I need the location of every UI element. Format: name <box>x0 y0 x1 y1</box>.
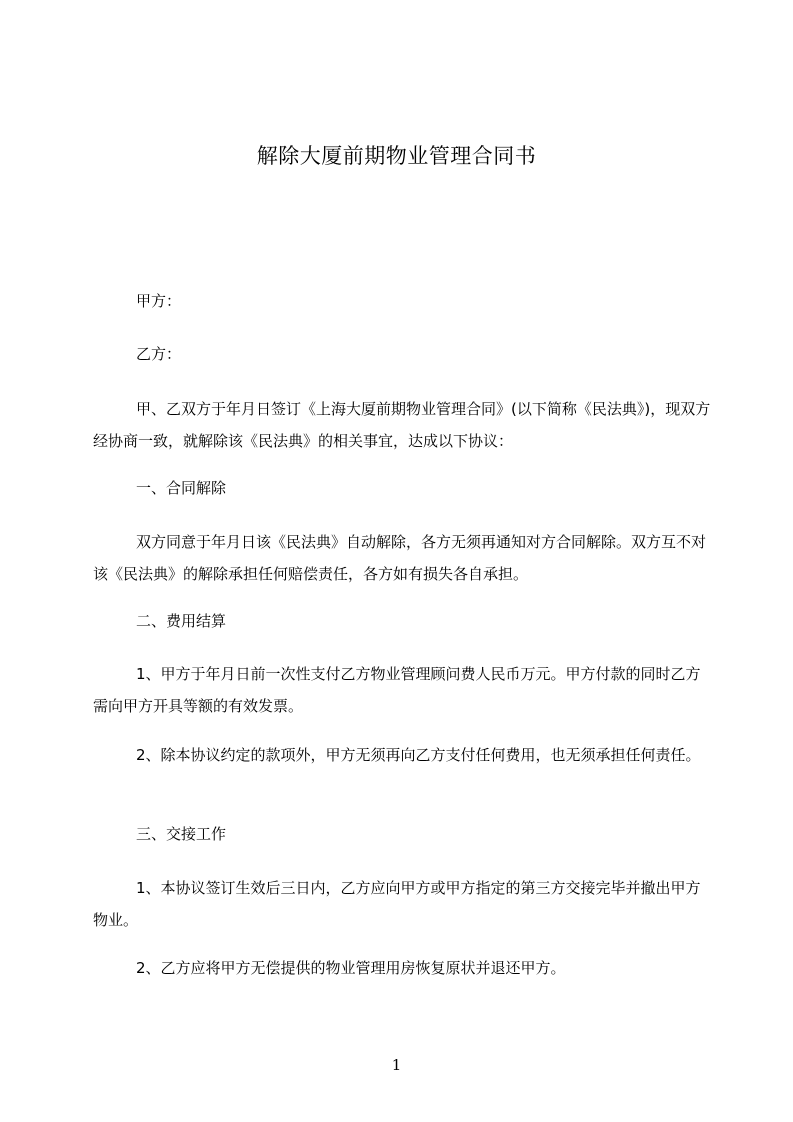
intro-paragraph: 甲、乙双方于年月日签订《上海大厦前期物业管理合同》(以下简称《民法典》)，现双方经协商一致，就解除该《民法典》的相关事宜，达成以下协议： <box>93 400 711 450</box>
section-2-item-1: 1、甲方于年月日前一次性支付乙方物业管理顾问费人民币万元。甲方付款的同时乙方需向甲方开具等额的有效发票。 <box>93 665 701 715</box>
section-1-heading: 一、合同解除 <box>136 479 227 497</box>
page-number: 1 <box>391 1056 402 1074</box>
section-1-paragraph: 双方同意于年月日该《民法典》自动解除，各方无须再通知对方合同解除。双方互不对该《民法典》的解除承担任何赔偿责任，各方如有损失各自承担。 <box>93 533 707 583</box>
section-3-item-1: 1、本协议签订生效后三日内，乙方应向甲方或甲方指定的第三方交接完毕并撤出甲方物业。 <box>93 879 701 929</box>
section-2-heading: 二、费用结算 <box>136 612 227 630</box>
party-a-label: 甲方： <box>136 292 182 310</box>
section-3-item-2: 2、乙方应将甲方无偿提供的物业管理用房恢复原状并退还甲方。 <box>136 959 566 977</box>
party-b-label: 乙方： <box>136 345 182 363</box>
section-3-heading: 三、交接工作 <box>136 825 227 843</box>
document-title: 解除大厦前期物业管理合同书 <box>256 144 537 168</box>
section-2-item-2: 2、除本协议约定的款项外，甲方无须再向乙方支付任何费用，也无须承担任何责任。 <box>136 746 701 764</box>
